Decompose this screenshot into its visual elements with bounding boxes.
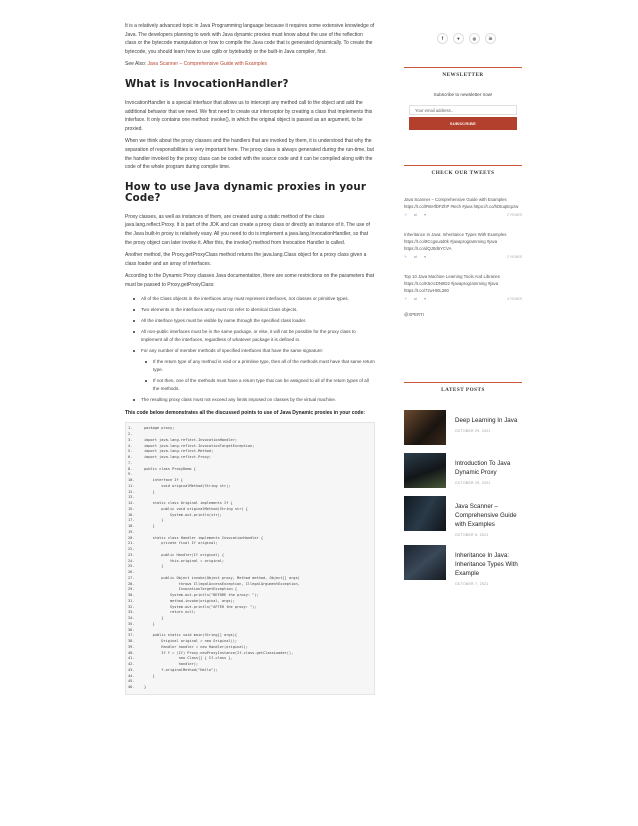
post-date: OCTOBER 8, 2021 — [455, 533, 489, 537]
tweets-title: CHECK OUR TWEETS — [404, 165, 522, 176]
list-item: All non-public interfaces must be in the same package, or else, it will not be possible for the proxy class to implement all of the interfaces, regardless of whatever package it is defined in. — [133, 328, 375, 344]
line-number: 42. — [128, 662, 135, 667]
line-number: 31. — [128, 598, 135, 603]
list-item: The resulting proxy class must not exceed any limits imposed on classes by the virtual machine. — [133, 396, 375, 404]
paragraph: Proxy classes, as well as instances of them, are created using a static method of the class java.lang.reflect.Proxy. It is part of the JDK and can create a proxy class or directly an instance of it. The use of the Java built-in proxy is relatively easy. All you need to do is implement a java.lang.InvocationHandler, so that the proxy object can later invoke it. After this, the invoke() method from Invocation Handler is called. — [125, 213, 370, 246]
line-number: 9. — [128, 472, 133, 477]
social-icons — [437, 33, 496, 44]
tweet — [404, 273, 522, 301]
post-thumbnail[interactable] — [404, 453, 446, 488]
tweets-widget — [404, 165, 522, 318]
code-text: public Object invoke(Object proxy, Method method, Object[] args) — [144, 575, 300, 580]
post-title[interactable]: Deep Learning In Java — [455, 417, 518, 424]
list-item: All of the Class objects in the interfaces array must represent interfaces, not classes or primitive types. — [133, 295, 375, 303]
line-number: 8. — [128, 466, 133, 471]
line-number: 10. — [128, 478, 135, 483]
code-text: f.originalMethod("Hallo"); — [144, 667, 218, 672]
line-number: 23. — [128, 552, 135, 557]
code-text: interface If { — [144, 478, 183, 483]
tweet-text: Inheritance In Java: Inheritance Types With Examples https://t.co/8Ccgsu4d0k #javaprogramming #java https://t.co/dQJ0d6YCVA — [404, 232, 507, 251]
line-number: 5. — [128, 449, 133, 454]
post-title[interactable]: Inheritance In Java: Inheritance Types With Example — [455, 552, 518, 577]
newsletter-subtitle: Subscribe to newsletter now! — [433, 92, 493, 97]
line-number: 41. — [128, 656, 135, 661]
line-number: 24. — [128, 558, 135, 563]
line-number: 30. — [128, 593, 135, 598]
list-item-text: For any number of member methods of specified interfaces that have the same signature: — [141, 348, 324, 354]
code-text: Handler handler = new Handler(original); — [144, 644, 248, 649]
code-text: void originalMethod(String str); — [144, 483, 231, 488]
code-text: } — [144, 518, 164, 523]
twitter-handle[interactable]: @XPERTI — [404, 312, 424, 317]
tweet — [404, 231, 522, 259]
post-item[interactable] — [404, 453, 522, 488]
reply-retweet-like-icon[interactable]: ↰ ⇄ ♥ — [404, 297, 430, 301]
list-item: Two elements in the interfaces array must not refer to identical Class objects. — [133, 306, 375, 314]
code-text: System.out.println("AFTER the proxy: "); — [144, 604, 257, 609]
intro-paragraph: It is a relatively advanced topic in Java Programming language because it requires some extensive knowledge of Java. The developers planning to work with Java dynamic proxies must know about the use of the reflection class or the bytecode manipulation or how to compile the Java code that is generated dynamically. To create the bytecode, you should learn how to use cglib or bytebuddy or the built-in Java compiler, first. — [125, 23, 375, 55]
paragraph: When we think about the proxy classes and the handlers that are invoked by them, it is understood that why the separation of responsibilities is very important here. The proxy class is always generated during the run-time, but the handler invoked by the proxy class can be coded with the source code and it can be compiled along with the code of the whole program during compile time. — [125, 138, 374, 171]
code-text: public Handler(If original) { — [144, 552, 225, 557]
line-number: 14. — [128, 501, 135, 506]
code-text: System.out.println(str); — [144, 512, 222, 517]
post-item[interactable] — [404, 545, 522, 586]
line-number: 2. — [128, 432, 133, 437]
line-number: 39. — [128, 644, 135, 649]
line-number: 26. — [128, 570, 135, 575]
sub-list-item: If the return type of any method is void or a primitive type, then all of the methods must have that same return type. — [145, 358, 375, 374]
line-number: 6. — [128, 455, 133, 460]
post-item[interactable] — [404, 496, 522, 537]
line-number: 29. — [128, 587, 135, 592]
post-thumbnail[interactable] — [404, 410, 446, 445]
line-number: 16. — [128, 512, 135, 517]
code-text: method.invoke(original, args); — [144, 598, 235, 603]
code-text: new Class[] { If.class }, — [144, 656, 233, 661]
post-thumbnail[interactable] — [404, 496, 446, 531]
line-number: 19. — [128, 529, 135, 534]
code-text: } — [144, 621, 155, 626]
code-text: public static void main(String[] args){ — [144, 633, 238, 638]
code-text: } — [144, 524, 155, 529]
line-number: 17. — [128, 518, 135, 523]
code-text: static class Handler implements InvocationHandler { — [144, 535, 263, 540]
code-text: } — [144, 616, 164, 621]
tweet-time: 2 YEARS — [506, 255, 522, 259]
instagram-icon[interactable]: ◎ — [469, 33, 480, 44]
code-text: private final If original; — [144, 541, 218, 546]
code-text: } — [144, 489, 155, 494]
code-text: this.original = original; — [144, 558, 225, 563]
line-number: 40. — [128, 650, 135, 655]
line-number: 37. — [128, 633, 135, 638]
line-number: 21. — [128, 541, 135, 546]
code-text: import java.lang.reflect.Method; — [144, 449, 214, 454]
code-block[interactable] — [125, 422, 375, 695]
code-text: throws IllegalAccessException, IllegalArgumentException, — [144, 581, 300, 586]
linkedin-icon[interactable]: in — [485, 33, 496, 44]
code-line — [128, 685, 372, 691]
code-text: public void originalMethod(String str) { — [144, 506, 248, 511]
paragraph: Another method, the Proxy.getProxyClass method returns the java.lang.Class object for a proxy class given a class loader and an array of interfaces. — [125, 252, 367, 267]
line-number: 28. — [128, 581, 135, 586]
see-also-link[interactable]: Java Scanner – Comprehensive Guide with Examples — [147, 61, 268, 68]
line-number: 3. — [128, 437, 133, 442]
list-item: All the interface types must be visible by name through the specified class loader. — [133, 317, 375, 325]
post-title[interactable]: Introduction To Java Dynamic Proxy — [455, 460, 511, 476]
facebook-icon[interactable]: f — [437, 33, 448, 44]
code-text: import java.lang.reflect.Proxy; — [144, 455, 212, 460]
line-number: 13. — [128, 495, 135, 500]
line-number: 45. — [128, 679, 135, 684]
reply-retweet-like-icon[interactable]: ↰ ⇄ ♥ — [404, 213, 430, 217]
line-number: 11. — [128, 483, 135, 488]
code-text: static class Original implements If { — [144, 501, 233, 506]
code-text: import java.lang.reflect.InvocationTargetException; — [144, 443, 255, 448]
paragraph: InvocationHandler is a special interface that allows us to intercept any method call to the object and add the additional behavior that we need. We first need to create our interceptor by creating a class that implements this interface. It only contains one method: invoke(), in which the original object is passed as an argument, to be proxied. — [125, 99, 373, 132]
code-text: Original original = new Original(); — [144, 639, 238, 644]
line-number: 32. — [128, 604, 135, 609]
heading-dynamic-proxies: How to use Java dynamic proxies in your Code? — [125, 181, 367, 204]
subscribe-button[interactable]: SUBSCRIBE — [409, 117, 517, 130]
heading-invocation-handler: What is InvocationHandler? — [125, 78, 289, 90]
code-text: } — [144, 673, 155, 678]
line-number: 12. — [128, 489, 135, 494]
post-title[interactable]: Java Scanner – Comprehensive Guide with Examples — [455, 503, 517, 528]
post-thumbnail[interactable] — [404, 545, 446, 580]
code-text: return null; — [144, 610, 196, 615]
code-text: InvocationTargetException { — [144, 587, 238, 592]
sub-list-item: If not then, one of the methods must have a return type that can be assigned to all of the return types of all the methods. — [145, 377, 375, 393]
code-text: import java.lang.reflect.InvocationHandler; — [144, 437, 238, 442]
line-number: 38. — [128, 639, 135, 644]
email-field[interactable]: Your email address.. — [409, 105, 517, 115]
heart-icon[interactable]: ♥ — [453, 33, 464, 44]
restrictions-list — [133, 295, 375, 403]
tweet-time: 4 YEARS — [506, 297, 522, 301]
tweet-text: Java Scanner – Comprehensive Guide with Examples https://t.co/lR6HfDFZhP #tech #java https://t.co/hDtuq8cpzw — [404, 197, 519, 209]
code-text: } — [144, 685, 147, 690]
line-number: 25. — [128, 564, 135, 569]
line-number: 36. — [128, 627, 135, 632]
code-text: handler); — [144, 662, 199, 667]
newsletter-widget — [404, 67, 522, 130]
post-date: OCTOBER 29, 2021 — [455, 481, 491, 485]
code-text: System.out.println("BEFORE the proxy: "); — [144, 593, 259, 598]
see-also-label: See Also: — [125, 61, 147, 68]
line-number: 33. — [128, 610, 135, 615]
line-number: 46. — [128, 685, 135, 690]
line-number: 20. — [128, 535, 135, 540]
line-number: 43. — [128, 667, 135, 672]
latest-posts-widget — [404, 382, 522, 594]
line-number: 22. — [128, 547, 135, 552]
line-number: 18. — [128, 524, 135, 529]
line-number: 1. — [128, 426, 133, 431]
code-lead-text: This code below demonstrates all the discussed points to use of Java Dynamic proxies in your code: — [125, 410, 366, 417]
post-date: OCTOBER 29, 2021 — [455, 429, 491, 433]
code-text: } — [144, 564, 164, 569]
tweet-time: 2 YEARS — [506, 213, 522, 217]
article-content — [125, 22, 375, 695]
latest-posts-title: LATEST POSTS — [404, 382, 522, 393]
post-date: OCTOBER 7, 2021 — [455, 582, 489, 586]
line-number: 15. — [128, 506, 135, 511]
see-also — [125, 60, 375, 69]
line-number: 35. — [128, 621, 135, 626]
line-number: 7. — [128, 460, 133, 465]
tweet-text: Top 10 Java Machine Learning Tools And Libraries https://t.co/K5cIcDN9D2 #javaprogramming #java https://t.co/7zwHt0L280 — [404, 274, 500, 293]
tweet — [404, 196, 522, 217]
list-item — [133, 347, 375, 392]
reply-retweet-like-icon[interactable]: ↰ ⇄ ♥ — [404, 255, 430, 259]
line-number: 27. — [128, 575, 135, 580]
line-number: 34. — [128, 616, 135, 621]
line-number: 44. — [128, 673, 135, 678]
post-item[interactable] — [404, 410, 522, 445]
code-text: public class ProxyDemo { — [144, 466, 196, 471]
code-text: package proxy; — [144, 426, 175, 431]
line-number: 4. — [128, 443, 133, 448]
sub-list — [145, 358, 375, 392]
paragraph: According to the Dynamic Proxy classes Java documentation, there are some restrictions on the parameters that must be passed to Proxy.getProxyClass: — [125, 273, 375, 288]
newsletter-title: NEWSLETTER — [404, 67, 522, 78]
code-text: If f = (If) Proxy.newProxyInstance(If.class.getClassLoader(), — [144, 650, 294, 655]
